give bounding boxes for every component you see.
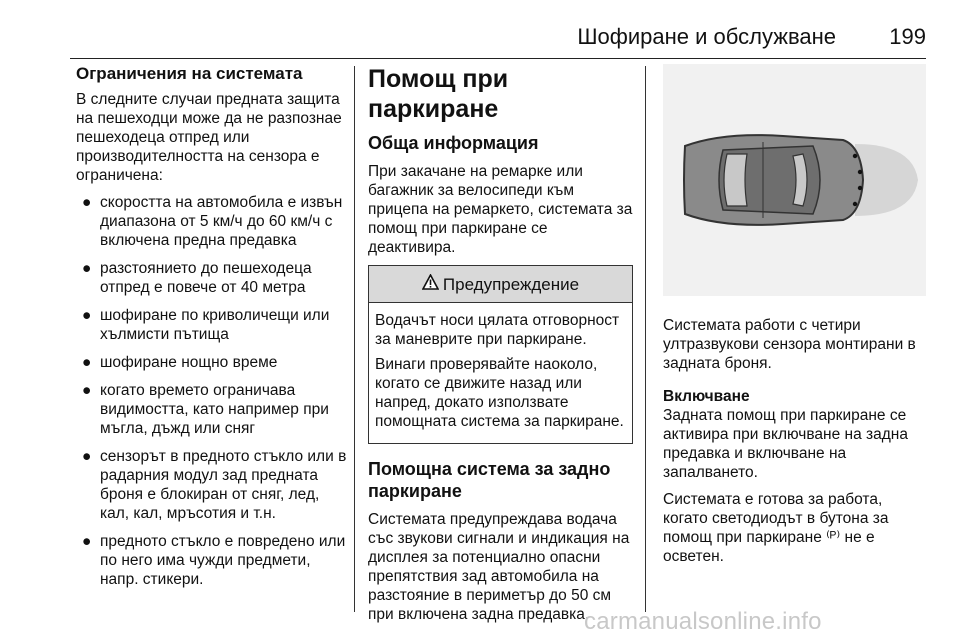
column-divider bbox=[645, 66, 646, 612]
list-item: ● предното стъкло е повредено или по него има чужди предмети, напр. стикери. bbox=[82, 533, 346, 588]
page-number: 199 bbox=[889, 24, 926, 49]
warning-paragraph: Винаги проверявайте наоколо, когато се движите назад или напред, докато използвате помощната система за паркиране. bbox=[375, 356, 624, 430]
section-heading: Ограничения на системата bbox=[76, 64, 303, 83]
watermark: carmanualsonline.info bbox=[584, 608, 822, 635]
warning-body bbox=[369, 303, 632, 443]
intro-paragraph: В следните случаи предната защита на пешеходци може да не разпознае пешеходеца отпред или производителността на сензора е ограничена: bbox=[76, 91, 342, 184]
bullet-icon: ● bbox=[82, 533, 92, 550]
general-paragraph: При закачане на ремарке или багажник за велосипеди към прицепа на ремаркето, системата за помощ при паркиране се деактивира. bbox=[368, 163, 633, 256]
list-item: ● когато времето ограничава видимостта, като например при мъгла, дъжд или сняг bbox=[82, 382, 329, 437]
warning-header bbox=[369, 266, 632, 303]
subheading-general: Обща информация bbox=[368, 133, 539, 153]
bullet-icon: ● bbox=[82, 382, 92, 399]
warning-paragraph: Водачът носи цялата отговорност за маневрите при паркиране. bbox=[375, 312, 620, 348]
list-item: ● шофиране нощно време bbox=[82, 354, 278, 371]
bullet-icon: ● bbox=[82, 354, 92, 371]
bullet-icon: ● bbox=[82, 307, 92, 324]
bullet-icon: ● bbox=[82, 260, 92, 277]
page-header bbox=[70, 24, 926, 54]
column-left bbox=[76, 64, 348, 598]
header-title: Шофиране и обслужване bbox=[577, 24, 836, 49]
bullet-icon: ● bbox=[82, 448, 92, 465]
subheading-rear-parking: Помощна система за задно паркиране bbox=[368, 459, 611, 501]
list-item: ● скоростта на автомобила е извън диапазона от 5 км/ч до 60 км/ч с включена предна предавка bbox=[82, 194, 343, 249]
car-sensor-illustration bbox=[663, 64, 926, 296]
list-item: ● шофиране по криволичещи или хълмисти пътища bbox=[82, 307, 330, 343]
column-middle bbox=[368, 64, 633, 632]
column-right bbox=[663, 64, 926, 574]
list-item: ● разстоянието до пешеходеца отпред е повече от 40 метра bbox=[82, 260, 312, 296]
sensor-paragraph: Системата работи с четири ултразвукови сензора монтирани в задната броня. bbox=[663, 317, 916, 372]
page-heading: Помощ при паркиране bbox=[368, 65, 509, 123]
rear-parking-paragraph: Системата предупреждава водача със звукови сигнали и индикация на дисплея за потенциално опасни препятствия зад автомобила на разстояние в периметър до 50 см при включена задна предавка. bbox=[368, 511, 630, 623]
header-rule bbox=[70, 58, 926, 59]
activation-heading: Включване bbox=[663, 388, 750, 405]
list-item: ● сензорът в предното стъкло или в радарния модул зад предната броня е блокиран от сняг, лед, кал, кал, мръсотия и т.н. bbox=[82, 448, 347, 522]
warning-box bbox=[368, 265, 633, 444]
limitations-list bbox=[76, 193, 348, 589]
warning-title: Предупреждение bbox=[442, 274, 580, 294]
warning-triangle-icon bbox=[422, 274, 439, 294]
ready-paragraph: Системата е готова за работа, когато светодиодът в бутона за помощ при паркиране ⁽ᴾ⁾ не е осветен. bbox=[663, 491, 889, 565]
bullet-icon: ● bbox=[82, 194, 92, 211]
activation-paragraph: Задната помощ при паркиране се активира при включване на задна предавка и включване на запалването. bbox=[663, 407, 908, 481]
column-divider bbox=[354, 66, 355, 612]
car-icon bbox=[684, 135, 863, 225]
